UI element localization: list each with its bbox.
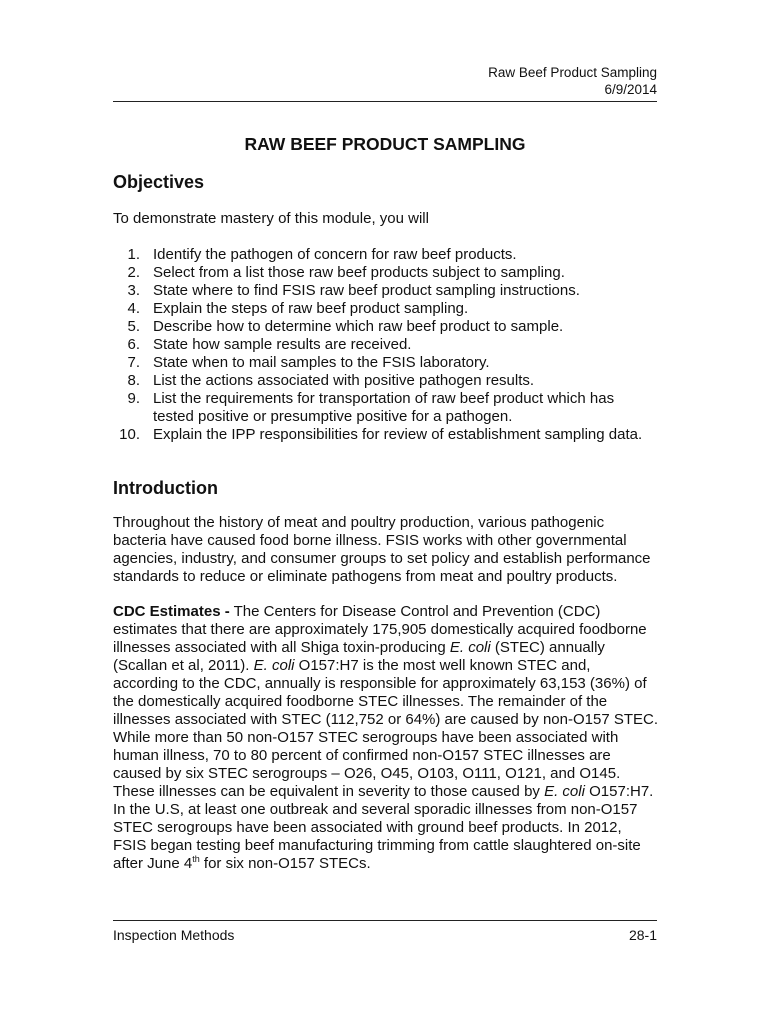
objective-item	[113, 354, 658, 372]
objective-item	[113, 390, 658, 426]
header-rule	[113, 101, 657, 102]
cdc-text-3: O157:H7 is the most well known STEC and, according to the CDC, annually is responsible for approximately 63,153 (36%) of the domestically acquired foodborne STEC illnesses. The remainder of the illnesses associated with STEC (112,752 or 64%) are caused by non-O157 STEC. While more than 50 non-O157 STEC serogroups have been associated with human illness, 70 to 80 percent of confirmed non-O157 STEC illnesses are caused by six STEC serogroups – O26, O45, O103, O111, O121, and O145. These illnesses can be equivalent in severity to those caused by	[113, 657, 658, 800]
introduction-heading: Introduction	[113, 478, 218, 498]
cdc-text-2: (STEC) annually (Scallan et al, 2011).	[113, 639, 605, 674]
objective-number: 9.	[127, 390, 140, 407]
header-doc-title: Raw Beef Product Sampling	[488, 65, 657, 80]
page-number: 28-1	[628, 927, 657, 943]
superscript-th: th	[192, 854, 200, 864]
objective-item	[113, 246, 658, 264]
objective-item	[113, 300, 658, 318]
cdc-label: CDC Estimates -	[113, 603, 230, 620]
objective-number: 10.	[119, 426, 140, 443]
objective-text: State when to mail samples to the FSIS laboratory.	[153, 354, 490, 371]
footer-section: Inspection Methods	[113, 927, 235, 943]
objective-text: Select from a list those raw beef products subject to sampling.	[153, 264, 565, 281]
cdc-text-5: for six non-O157 STECs.	[199, 855, 371, 872]
objective-item	[113, 372, 658, 390]
objective-number: 6.	[127, 336, 140, 353]
page-title: RAW BEEF PRODUCT SAMPLING	[244, 134, 526, 154]
objective-text: Describe how to determine which raw beef product to sample.	[153, 318, 564, 335]
objective-number: 1.	[127, 246, 140, 263]
objective-text: List the actions associated with positive pathogen results.	[153, 372, 535, 389]
cdc-text-1: The Centers for Disease Control and Prevention (CDC) estimates that there are approximately 175,905 domestically acquired foodborne illnesses associated with all Shiga toxin-producing	[113, 603, 647, 656]
objective-text: Identify the pathogen of concern for raw beef products.	[153, 246, 517, 263]
objective-item	[113, 426, 658, 444]
footer-rule	[113, 920, 657, 921]
objective-number: 2.	[127, 264, 140, 281]
objective-number: 8.	[127, 372, 140, 389]
objective-text: State where to find FSIS raw beef product sampling instructions.	[153, 282, 580, 299]
objectives-intro: To demonstrate mastery of this module, you will	[113, 210, 429, 227]
objective-text: List the requirements for transportation of raw beef product which has tested positive or presumptive positive for a pathogen.	[153, 390, 615, 425]
ecoli-term-1: E. coli	[449, 639, 491, 656]
objective-number: 4.	[127, 300, 140, 317]
ecoli-term-2: E. coli	[253, 657, 295, 674]
objective-number: 3.	[127, 282, 140, 299]
objective-number: 7.	[127, 354, 140, 371]
objective-item	[113, 318, 658, 336]
objective-item	[113, 282, 658, 300]
header-date: 6/9/2014	[604, 82, 657, 97]
introduction-paragraph: Throughout the history of meat and poultry production, various pathogenic bacteria have caused food borne illness. FSIS works with other governmental agencies, industry, and consumer groups to set policy and establish performance standards to reduce or eliminate pathogens from meat and poultry products.	[113, 514, 651, 585]
cdc-text-4: O157:H7. In the U.S, at least one outbreak and several sporadic illnesses from non-O157 STEC serogroups have been associated with ground beef products. In 2012, FSIS began testing beef manufacturing trimming from cattle slaughtered on-site after June 4	[113, 783, 654, 872]
cdc-estimates-paragraph	[113, 603, 658, 873]
objective-item	[113, 336, 658, 354]
ecoli-term-3: E. coli	[544, 783, 585, 800]
objectives-heading: Objectives	[113, 172, 205, 192]
running-header	[488, 64, 657, 98]
objective-text: State how sample results are received.	[153, 336, 412, 353]
objectives-list	[113, 246, 658, 444]
objective-item	[113, 264, 658, 282]
objective-text: Explain the steps of raw beef product sampling.	[153, 300, 469, 317]
objective-number: 5.	[127, 318, 140, 335]
objective-text: Explain the IPP responsibilities for review of establishment sampling data.	[153, 426, 643, 443]
